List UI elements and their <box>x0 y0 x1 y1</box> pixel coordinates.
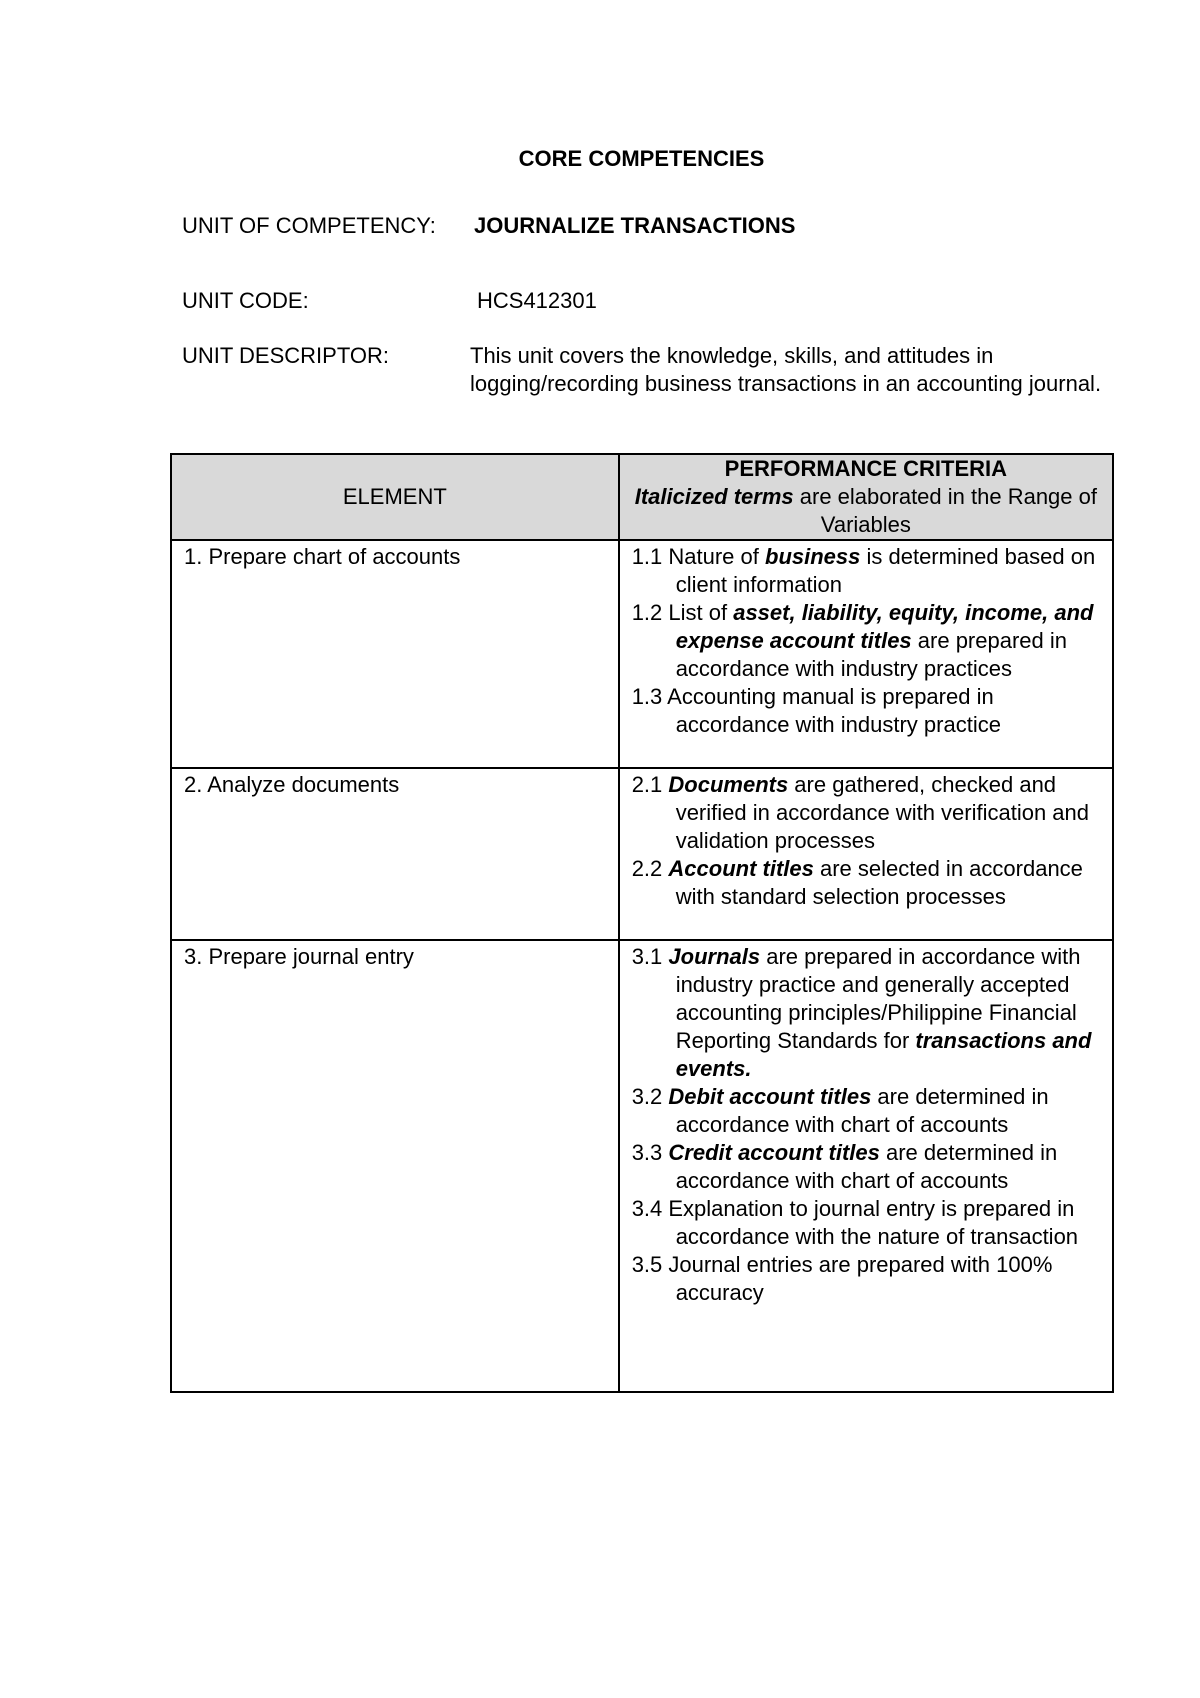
unit-competency-value: JOURNALIZE TRANSACTIONS <box>474 213 796 238</box>
unit-competency-label: UNIT OF COMPETENCY: <box>182 213 436 238</box>
criterion-item <box>632 1139 1102 1195</box>
criteria-header-subtitle <box>620 483 1112 539</box>
criterion-emphasis: Documents <box>668 772 789 797</box>
criterion-text: are determined in accordance with chart of accounts <box>675 1140 1058 1193</box>
criterion-emphasis: Account titles <box>668 856 814 881</box>
competency-table <box>170 453 1114 1393</box>
criteria-column-header <box>619 454 1113 540</box>
criterion-text: is determined based on client information <box>675 544 1096 597</box>
criteria-header-sub-rest: are elaborated in the Range of Variables <box>793 484 1097 537</box>
criterion-item <box>632 771 1102 855</box>
criteria-cell <box>619 940 1113 1392</box>
element-cell: 3. Prepare journal entry <box>171 940 619 1392</box>
criterion-emphasis: Debit account titles <box>668 1084 872 1109</box>
element-cell: 1. Prepare chart of accounts <box>171 540 619 768</box>
page-title: CORE COMPETENCIES <box>518 146 765 171</box>
criterion-item <box>632 1195 1102 1251</box>
criterion-text: 3.2 <box>631 1084 669 1109</box>
criterion-text: 1.1 Nature of <box>631 544 765 569</box>
criterion-emphasis: business <box>765 544 861 569</box>
criterion-item <box>632 599 1102 683</box>
criterion-text: 1.2 List of <box>631 600 734 625</box>
criterion-item <box>632 1083 1102 1139</box>
criterion-emphasis: asset, liability, equity, income, and expense account titles <box>675 600 1094 653</box>
unit-descriptor-value: This unit covers the knowledge, skills, and attitudes in logging/recording business transactions in an accounting journal. <box>470 343 1102 396</box>
criterion-item <box>632 683 1102 739</box>
criteria-cell <box>619 768 1113 940</box>
criterion-text: are selected in accordance with standard selection processes <box>675 856 1083 909</box>
criterion-text: are prepared in accordance with industry practice and generally accepted accounting principles/Philippine Financial Reporting Standards for <box>675 944 1081 1053</box>
criterion-text: 3.3 <box>631 1140 669 1165</box>
criterion-item <box>632 855 1102 911</box>
criterion-text: 2.1 <box>631 772 669 797</box>
criterion-text: 3.1 <box>631 944 669 969</box>
criteria-header-title: PERFORMANCE CRITERIA <box>724 456 1008 481</box>
table-header-row <box>171 454 1113 540</box>
criterion-emphasis: transactions and events. <box>675 1028 1092 1081</box>
criterion-text: 2.2 <box>631 856 669 881</box>
criterion-emphasis: Credit account titles <box>668 1140 880 1165</box>
element-column-header: ELEMENT <box>171 454 619 540</box>
criterion-item <box>632 1251 1102 1307</box>
criterion-text: are determined in accordance with chart of accounts <box>675 1084 1049 1137</box>
criterion-text: are prepared in accordance with industry practices <box>675 628 1067 681</box>
criterion-item <box>632 943 1102 1083</box>
unit-code-label: UNIT CODE: <box>182 288 309 313</box>
criterion-text: are gathered, checked and verified in accordance with verification and validation processes <box>675 772 1090 853</box>
criterion-emphasis: Journals <box>668 944 761 969</box>
unit-descriptor-label: UNIT DESCRIPTOR: <box>182 343 389 368</box>
table-row <box>171 768 1113 940</box>
criterion-text: 1.3 Accounting manual is prepared in accordance with industry practice <box>631 684 1001 737</box>
criteria-cell <box>619 540 1113 768</box>
criteria-header-sub-emphasis: Italicized terms <box>634 484 794 509</box>
criterion-text: 3.4 Explanation to journal entry is prepared in accordance with the nature of transaction <box>631 1196 1079 1249</box>
criterion-item <box>632 543 1102 599</box>
criterion-text: 3.5 Journal entries are prepared with 100% accuracy <box>631 1252 1053 1305</box>
table-row <box>171 940 1113 1392</box>
element-cell: 2. Analyze documents <box>171 768 619 940</box>
unit-code-value: HCS412301 <box>477 288 597 313</box>
table-row <box>171 540 1113 768</box>
